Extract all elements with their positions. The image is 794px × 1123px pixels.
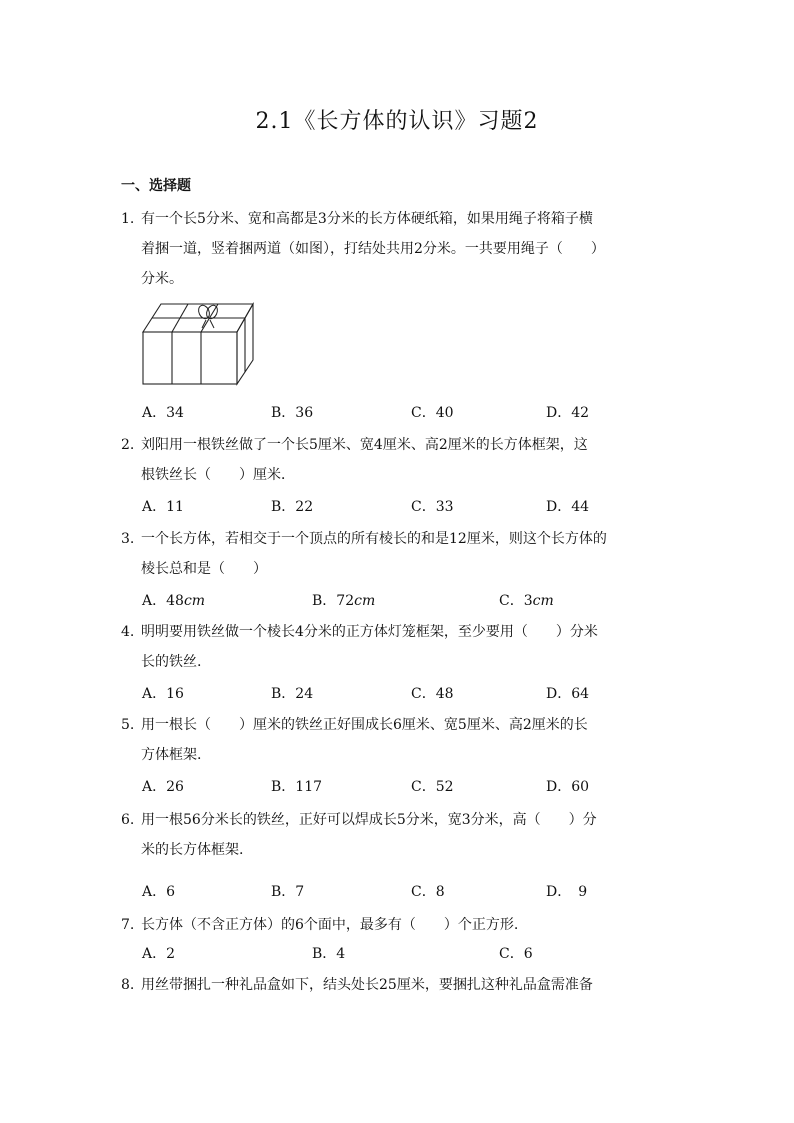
option-b[interactable]: [312, 590, 375, 612]
question-text-line: 用一根56分米长的铁丝，正好可以焊成长5分米，宽3分米，高（ ）分: [141, 812, 597, 828]
option-c[interactable]: C．48: [411, 686, 454, 702]
option-b[interactable]: B．22: [271, 499, 314, 515]
question-text-line: 明明要用铁丝做一个棱长4分米的正方体灯笼框架，至少要用（ ）分米: [141, 624, 598, 640]
box-front-face: [143, 332, 237, 384]
option-unit: cm: [532, 593, 554, 609]
option-unit: cm: [183, 593, 206, 609]
question-2-options: [142, 496, 682, 518]
question-text-line: 根铁丝长（ ）厘米．: [141, 467, 295, 483]
option-a[interactable]: [142, 590, 205, 612]
option-b[interactable]: B．4: [312, 946, 346, 962]
option-c[interactable]: [499, 590, 554, 612]
option-b[interactable]: B．36: [271, 405, 314, 421]
option-c[interactable]: C．33: [411, 499, 454, 515]
option-c[interactable]: C．6: [499, 946, 533, 962]
option-c[interactable]: C．40: [411, 405, 454, 421]
option-c[interactable]: C．8: [411, 884, 445, 900]
option-b[interactable]: B．7: [271, 884, 305, 900]
option-unit: cm: [354, 593, 376, 609]
option-d[interactable]: D． 9: [546, 884, 588, 900]
option-a[interactable]: A．2: [142, 946, 176, 962]
question-number: 1.: [121, 211, 135, 227]
question-5: [121, 710, 681, 770]
question-text-line: 方体框架.: [141, 747, 202, 763]
box-with-rope-figure: [142, 302, 254, 386]
question-1-options: [142, 402, 682, 424]
option-d[interactable]: D．42: [546, 405, 590, 421]
question-text-line: 刘阳用一根铁丝做了一个长5厘米、宽4厘米、高2厘米的长方体框架，这: [141, 437, 588, 453]
question-7-options: [142, 943, 682, 965]
page-title: 2.1《长方体的认识》习题2: [255, 109, 539, 134]
question-text-line: 用丝带捆扎一种礼品盒如下，结头处长25厘米，要捆扎这种礼品盒需准备: [141, 977, 593, 993]
question-text-line: 用一根长（ ）厘米的铁丝正好围成长6厘米、宽5厘米、高2厘米的长: [141, 717, 588, 733]
question-2: [121, 430, 681, 490]
question-4-options: [142, 683, 682, 705]
question-number: 7.: [121, 917, 135, 933]
question-text-line: 长方体（不含正方体）的6个面中，最多有（ ）个正方形.: [141, 917, 519, 933]
option-d[interactable]: D．60: [546, 779, 590, 795]
question-number: 8.: [121, 977, 135, 993]
option-a[interactable]: A．16: [142, 686, 184, 702]
question-3-options: [142, 590, 682, 612]
option-a[interactable]: A．11: [142, 499, 184, 515]
question-text-line: 棱长总和是（ ）: [141, 561, 267, 577]
question-text-line: 着捆一道，竖着捆两道（如图），打结处共用2分米。一共要用绳子（ ）: [141, 241, 605, 257]
question-number: 2.: [121, 437, 135, 453]
option-a[interactable]: A．34: [142, 405, 184, 421]
option-b[interactable]: B．24: [271, 686, 314, 702]
option-label: C．3: [499, 593, 533, 609]
question-5-options: [142, 776, 682, 798]
section-heading: 一、选择题: [121, 178, 191, 194]
question-text-line: 分米。: [141, 271, 183, 287]
option-a[interactable]: A．26: [142, 779, 184, 795]
option-c[interactable]: C．52: [411, 779, 454, 795]
question-8: [121, 970, 681, 1000]
question-number: 4.: [121, 624, 135, 640]
option-d[interactable]: D．44: [546, 499, 590, 515]
question-number: 6.: [121, 812, 135, 828]
question-text-line: 有一个长5分米、宽和高都是3分米的长方体硬纸箱，如果用绳子将箱子横: [141, 211, 593, 227]
question-text-line: 米的长方体框架.: [141, 842, 244, 858]
option-b[interactable]: B．117: [271, 779, 323, 795]
question-number: 3.: [121, 531, 135, 547]
question-6: [121, 805, 681, 865]
question-number: 5.: [121, 717, 135, 733]
question-6-options: [142, 881, 682, 903]
option-label: B．72: [312, 593, 355, 609]
option-a[interactable]: A．6: [142, 884, 176, 900]
question-7: [121, 910, 681, 940]
option-d[interactable]: D．64: [546, 686, 590, 702]
question-4: [121, 617, 681, 677]
question-text-line: 长的铁丝.: [141, 654, 202, 670]
question-1: [121, 204, 681, 294]
option-label: A．48: [142, 593, 184, 609]
question-text-line: 一个长方体，若相交于一个顶点的所有棱长的和是12厘米，则这个长方体的: [141, 531, 607, 547]
question-3: [121, 524, 681, 584]
